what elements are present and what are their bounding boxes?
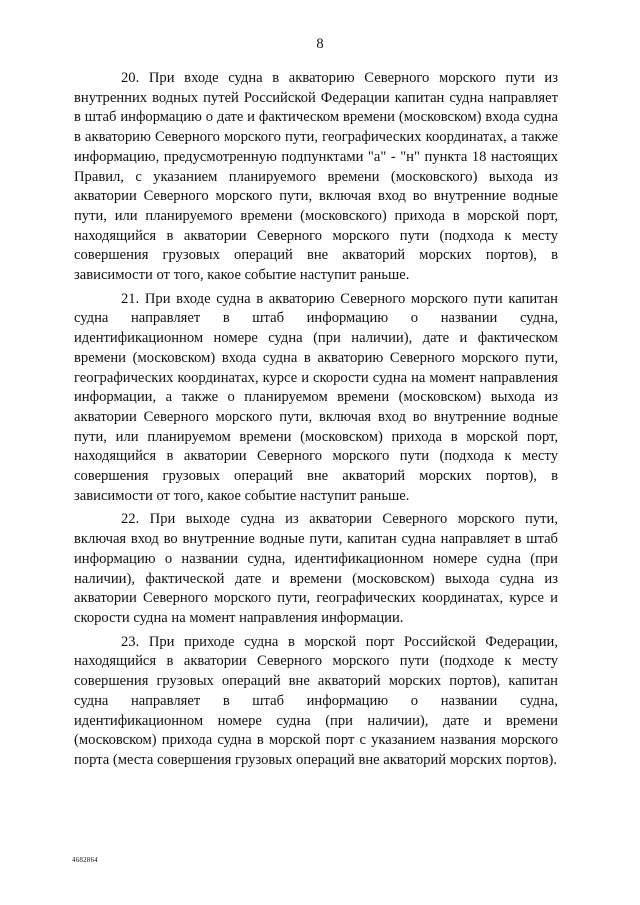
paragraph-21: 21. При входе судна в акваторию Северного морского пути капитан судна направляет в штаб информацию о названии судна, идентификационном номере судна (при наличии), дате и фактическом времени (московском) входа судна в акваторию Северного морского пути, географических координатах, курсе и скорости судна на момент направления информации, а также о планируемом времени (московском) выхода из акватории Северного морского пути, включая вход во внутренние водные пути, или планируемом времени (московском) прихода в морской порт, находящийся в акватории Северного морского пути (подхода к месту совершения грузовых операций вне акваторий морских портов), в зависимости от того, какое событие наступит раньше. xyxy=(74,290,558,504)
page-number: 8 xyxy=(316,36,324,52)
paragraph-22: 22. При выходе судна из акватории Северного морского пути, включая вход во внутренние водные пути, капитан судна направляет в штаб информацию о названии судна, идентификационном номере судна (при наличии), фактической дате и времени (московском) выхода судна из акватории Северного морского пути, географических координатах, курсе и скорости судна на момент направления информации. xyxy=(74,511,558,626)
paragraph-23: 23. При приходе судна в морской порт Российской Федерации, находящийся в акватории Северного морского пути (подходе к месту совершения грузовых операций вне акваторий морских портов), капитан судна направляет в штаб информацию о названии судна, идентификационном номере судна (при наличии), дате и времени (московском) прихода судна в морской порт с указанием названия морского порта (места совершения грузовых операций вне акваторий морских портов). xyxy=(74,633,558,768)
paragraph-20: 20. При входе судна в акваторию Северного морского пути из внутренних водных путей Российской Федерации капитан судна направляет в штаб информацию о дате и фактическом времени (московском) входа судна в акваторию Северного морского пути, географических координатах, а также информацию, предусмотренную подпунктами "а" - "н" пункта 18 настоящих Правил, с указанием планируемого времени (московского) выхода из акватории Северного морского пути, включая вход во внутренние водные пути, или планируемого времени (московского) прихода в морской порт, находящийся в акватории Северного морского пути (подхода к месту совершения грузовых операций вне акваторий морских портов), в зависимости от того, какое событие наступит раньше. xyxy=(74,70,558,284)
document-code: 4682864 xyxy=(72,856,98,864)
document-body xyxy=(74,69,558,775)
